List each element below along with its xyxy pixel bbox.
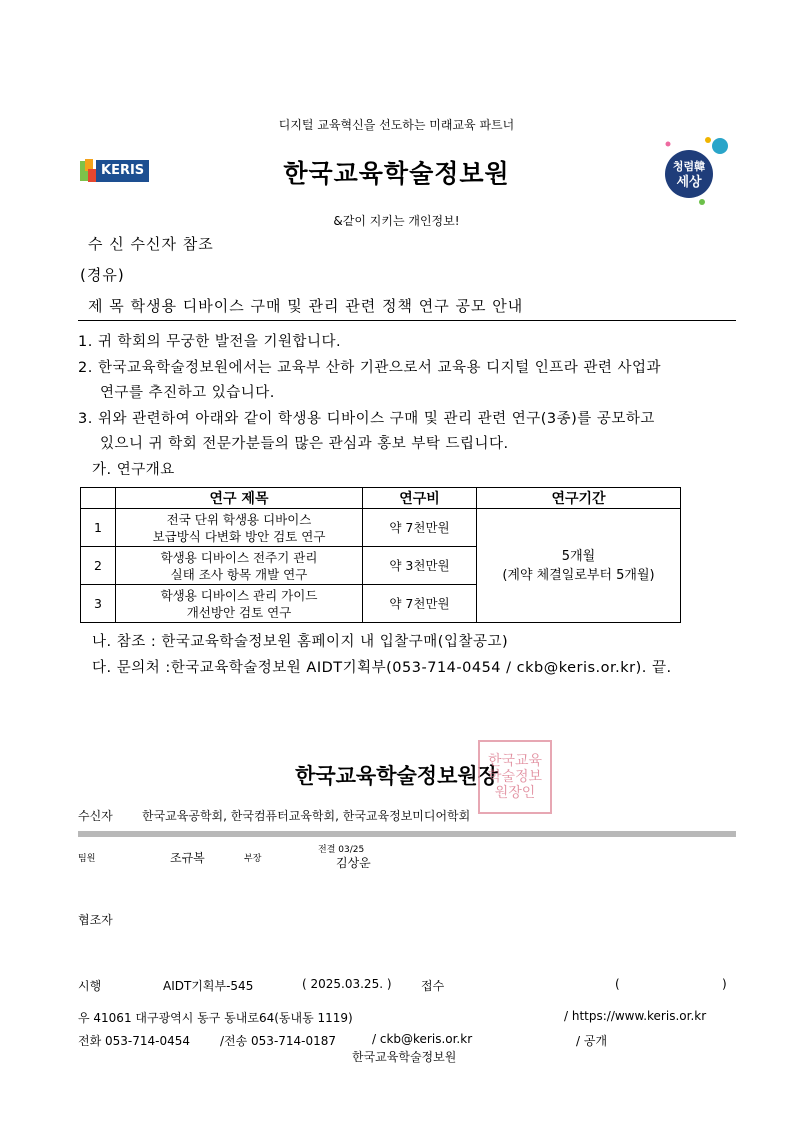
via-line: (경유) — [80, 266, 125, 284]
row-title-line-2: 실태 조사 항목 개발 연구 — [170, 566, 308, 582]
recipients-list: 한국교육공학회, 한국컴퓨터교육학회, 한국교육정보미디어학회 — [142, 809, 471, 823]
header-title: 연구 제목 — [116, 488, 363, 509]
subsection-a: 가. 연구개요 — [92, 462, 175, 478]
emblem-line-2: 세상 — [676, 175, 702, 190]
subject-divider — [78, 320, 736, 321]
integrity-emblem-icon — [662, 136, 732, 206]
privacy-motto: &같이 지키는 개인정보! — [333, 214, 460, 228]
bottom-org-name: 한국교육학술정보원 — [352, 1050, 457, 1064]
row-budget: 약 7천만원 — [363, 509, 477, 547]
official-seal-stamp — [478, 740, 552, 814]
staff-label: 팀원 — [78, 854, 96, 864]
header-budget: 연구비 — [363, 488, 477, 509]
emblem-line-1: 청렴韓 — [672, 160, 706, 173]
email-link[interactable]: / ckb@keris.or.kr — [372, 1032, 473, 1046]
row-no: 3 — [81, 585, 116, 623]
row-title — [116, 509, 363, 547]
row-no: 1 — [81, 509, 116, 547]
exec-doc-number: AIDT기획부-545 — [163, 979, 254, 993]
footer-divider-bar — [78, 831, 736, 837]
receipt-paren-close: ) — [722, 977, 727, 991]
header-period: 연구기간 — [477, 488, 681, 509]
table-header-row — [81, 488, 681, 509]
disclosure-status: / 공개 — [576, 1034, 608, 1048]
period-line-1: 5개월 — [561, 548, 596, 564]
subsection-b: 나. 참조 : 한국교육학술정보원 홈페이지 내 입찰구매(입찰공고) — [92, 634, 509, 650]
row-no: 2 — [81, 547, 116, 585]
header-no — [81, 488, 116, 509]
cooperator-label: 협조자 — [78, 913, 113, 927]
postal-address: 우 41061 대구광역시 동구 동내로64(동내동 1119) — [78, 1011, 353, 1025]
sender-signature-title: 한국교육학술정보원장 — [295, 764, 498, 788]
slogan: 디지털 교육혁신을 선도하는 미래교육 파트너 — [278, 118, 515, 132]
subsection-c: 다. 문의처 :한국교육학술정보원 AIDT기획부(053-714-0454 / ckb@keris.or.kr). 끝. — [92, 660, 672, 676]
staff-name: 조규복 — [170, 851, 205, 865]
period-line-2: (계약 체결일로부터 5개월) — [502, 567, 655, 583]
paragraph-3-line-2: 있으니 귀 학회 전문가분들의 많은 관심과 홍보 부탁 드립니다. — [100, 436, 509, 452]
paragraph-1: 1. 귀 학회의 무궁한 발전을 기원합니다. — [78, 334, 342, 350]
row-title-line-2: 보급방식 다변화 방안 검토 연구 — [152, 528, 326, 544]
subject-line: 제 목 학생용 디바이스 구매 및 관리 관련 정책 연구 공모 안내 — [88, 297, 524, 315]
paragraph-2-line-2: 연구를 추진하고 있습니다. — [100, 385, 275, 401]
approval-note: 전결 03/25 — [318, 845, 365, 855]
row-title-line-1: 전국 단위 학생용 디바이스 — [166, 511, 312, 527]
row-budget: 약 3천만원 — [363, 547, 477, 585]
recipient-line: 수 신 수신자 참조 — [88, 235, 214, 253]
receipt-paren-open: ( — [615, 977, 620, 991]
stamp-text: 한국교육학술정보원장인 — [487, 753, 543, 801]
row-title-line-1: 학생용 디바이스 전주기 관리 — [160, 549, 318, 565]
approver-name: 김상운 — [336, 856, 371, 870]
period-cell — [477, 509, 681, 623]
head-label: 부장 — [244, 854, 262, 864]
research-overview-table — [80, 487, 681, 623]
receipt-label: 접수 — [421, 979, 445, 993]
paragraph-3-line-1: 3. 위와 관련하여 아래와 같이 학생용 디바이스 구매 및 관리 관련 연구(3종)를 공모하고 — [78, 411, 655, 427]
keris-logo-text: KERIS — [96, 160, 149, 182]
row-budget: 약 7천만원 — [363, 585, 477, 623]
paragraph-2-line-1: 2. 한국교육학술정보원에서는 교육부 산하 기관으로서 교육용 디지털 인프라 관련 사업과 — [78, 360, 662, 376]
row-title — [116, 547, 363, 585]
phone-number: 전화 053-714-0454 — [78, 1034, 191, 1048]
row-title — [116, 585, 363, 623]
website-link[interactable]: / https://www.keris.or.kr — [564, 1009, 707, 1023]
exec-date: ( 2025.03.25. ) — [302, 977, 392, 991]
row-title-line-1: 학생용 디바이스 관리 가이드 — [160, 587, 318, 603]
table-row — [81, 509, 681, 547]
fax-number: /전송 053-714-0187 — [220, 1034, 337, 1048]
recipients-label: 수신자 — [78, 809, 113, 823]
row-title-line-2: 개선방안 검토 연구 — [186, 604, 292, 620]
exec-label: 시행 — [78, 979, 102, 993]
org-title: 한국교육학술정보원 — [283, 159, 510, 188]
